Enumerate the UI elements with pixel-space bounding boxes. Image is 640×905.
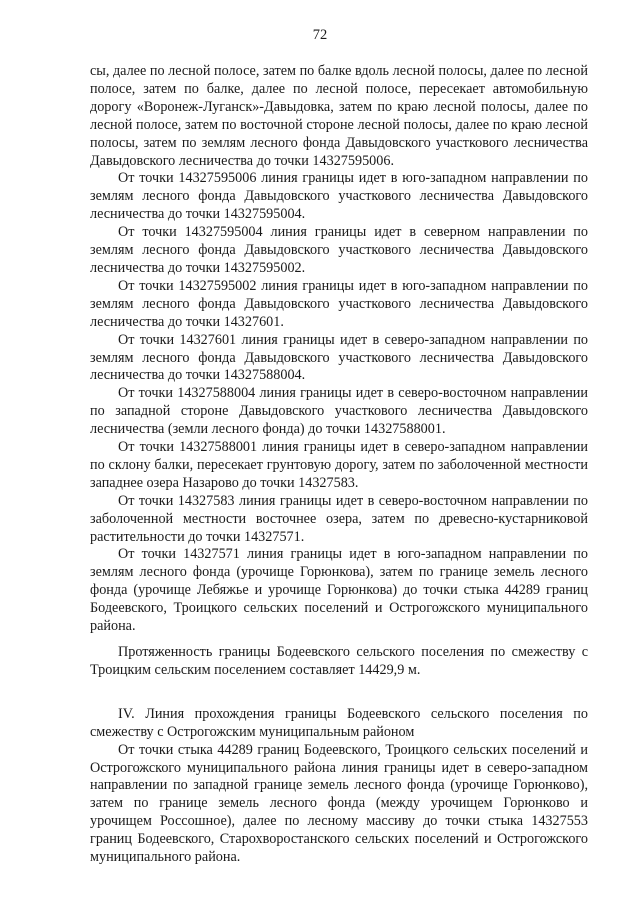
paragraph-continuation: сы, далее по лесной полосе, затем по балке вдоль лесной полосы, далее по лесной полосе, затем по балке, далее по лесной полосе, пересекает автомобильную дорогу «Воронеж-Луганск»-Давыдовка, затем по краю лесной полосы, далее по лесной полосе, затем по восточной стороне лесной полосы, далее по краю лесной полосы, затем по землям лесного фонда Давыдовского участкового лесничества Давыдовского лесничества до точки 14327595006.	[90, 63, 588, 169]
paragraph-point-14327583: От точки 14327583 линия границы идет в северо-восточном направлении по заболоченной местности восточнее озера, затем по древесно-кустарниковой растительности до точки 14327571.	[90, 492, 588, 545]
paragraph-point-14327595004: От точки 14327595004 линия границы идет в северном направлении по землям лесного фонда Давыдовского участкового лесничества Давыдовского лесничества до точки 14327595002.	[90, 224, 588, 276]
paragraph-point-14327595002: От точки 14327595002 линия границы идет в юго-западном направлении по землям лесного фонда Давыдовского участкового лесничества Давыдовского лесничества до точки 14327601.	[90, 277, 588, 330]
paragraph-point-14327588004: От точки 14327588004 линия границы идет в северо-восточном направлении по западной стороне Давыдовского участкового лесничества Давыдовского лесничества (земли лесного фонда) до точки 14327588001.	[90, 385, 588, 438]
paragraph-point-14327571: От точки 14327571 линия границы идет в юго-западном направлении по землям лесного фонда (урочище Горюнкова), затем по границе земель лесного фонда (урочище Лебяжье и урочище Горюнкова) до точки стыка 44289 границ Бодеевского, Троицкого сельских поселений и Острогожского муниципального района.	[90, 546, 588, 635]
paragraph-point-14327588001: От точки 14327588001 линия границы идет в северо-западном направлении по склону балки, пересекает грунтовую дорогу, затем по заболоченной местности западнее озера Назарово до точки 14327583.	[90, 439, 588, 491]
paragraph-point-14327595006: От точки 14327595006 линия границы идет в юго-западном направлении по землям лесного фонда Давыдовского участкового лесничества Давыдовского лесничества до точки 14327595004.	[90, 170, 588, 223]
section-iv-paragraph: От точки стыка 44289 границ Бодеевского, Троицкого сельских поселений и Острогожского муниципального района линия границы идет в северо-западном направлении по западной границе земель лесного фонда (урочище Горюнково), затем по границе земель лесного фонда (между урочищем Горюнково и урочищем Россошное), далее по лесному массиву до точки стыка 14327553 границ Бодеевского, Старохворостанского сельских поселений и Острогожского муниципального района.	[90, 741, 588, 866]
page-number: 72	[312, 27, 328, 43]
section-heading-iv: IV. Линия прохождения границы Бодеевского сельского поселения по смежеству с Острогожским муниципальным районом	[90, 705, 588, 740]
paragraph-point-14327601: От точки 14327601 линия границы идет в северо-западном направлении по землям лесного фонда Давыдовского участкового лесничества Давыдовского лесничества до точки 14327588004.	[90, 331, 588, 384]
boundary-length-summary: Протяженность границы Бодеевского сельского поселения по смежеству с Троицким сельским поселением составляет 14429,9 м.	[90, 644, 588, 678]
document-body	[90, 63, 588, 867]
